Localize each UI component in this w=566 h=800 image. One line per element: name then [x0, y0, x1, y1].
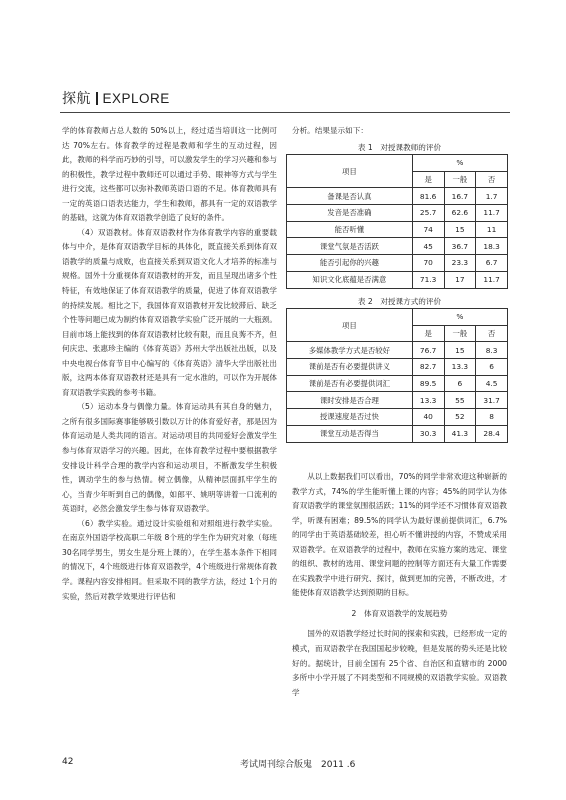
table-cell: 6: [444, 375, 476, 392]
table-row: [287, 255, 508, 272]
table-column-header: 是: [412, 171, 444, 188]
table-cell: 4.5: [476, 375, 508, 392]
table-cell: 76.7: [412, 342, 444, 359]
table-cell: 1.7: [476, 188, 508, 205]
table-row: [287, 425, 508, 442]
table-teacher-evaluation: [286, 154, 508, 289]
row-label: 发音是否准确: [287, 205, 413, 222]
table-cell: 74: [412, 221, 444, 238]
table-header-percent: %: [412, 155, 507, 172]
table-column-header: 否: [476, 171, 508, 188]
body-paragraph: （4）双语教材。体育双语教材作为体育教学内容的重要载体与中介，是体育双语教学目标的具体化，既直接关系到体育双语教学的质量与成败，也直接关系到双语文化人才培养的标准与规格。国外十分重视体育双语教材的开发，而且呈现出诸多个性特征，有效地保证了体育双语教学的质量，促进了体育双语教学的持续发展。相比之下，我国体育双语教材开发比较滞后、缺乏个性等问题已成为制约体育双语教学实验广泛开展的一大瓶颈。目前市场上能找到的体育双语教材比较有限，而且良莠不齐，但何庆忠、张惠珍主编的《体育英语》苏州大学出版社出版，以及中央电视台体育节目中心编写的《体育英语》清华大学出版社出版，这两本体育双语教材还是具有一定水准的，可以作为开展体育双语教学实践的参考书籍。: [62, 227, 277, 397]
row-label: 授课速度是否过快: [287, 409, 413, 426]
header-rule: [60, 112, 510, 113]
table-cell: 11.7: [476, 205, 508, 222]
table-cell: 6.7: [476, 255, 508, 272]
table-row: [287, 271, 508, 288]
table-cell: 89.5: [412, 375, 444, 392]
row-label: 课堂气氛是否活跃: [287, 238, 413, 255]
row-label: 备课是否认真: [287, 188, 413, 205]
table-row: [287, 188, 508, 205]
page-number: 42: [62, 757, 74, 767]
table-column-header: 否: [476, 325, 508, 342]
table2-caption: 表 2 对授课方式的评价: [357, 297, 442, 306]
table-cell: 13.3: [412, 392, 444, 409]
body-paragraph: （6）教学实验。通过设计实验组和对照组进行教学实验。在南京外国语学校高职二年级 8个班的学生作为研究对象（每班 30名同学男生，男女生是分班上课的），在学生基本条件下相同的情况下，4个班级进行体育双语教学，4个班级进行常规体育教学。课程内容安排相同。但采取不同的教学方法，经过 1个月的实验，然后对教学效果进行评估和: [62, 518, 277, 601]
table-cell: 18.3: [476, 238, 508, 255]
row-label: 课前是否有必要提供讲义: [287, 359, 413, 376]
table-cell: 82.7: [412, 359, 444, 376]
table-teaching-method-evaluation: [286, 308, 508, 443]
table-cell: 30.3: [412, 425, 444, 442]
table-cell: 15: [444, 221, 476, 238]
table-cell: 40: [412, 409, 444, 426]
table1-caption: 表 1 对授课教师的评价: [357, 143, 442, 152]
row-label: 能否听懂: [287, 221, 413, 238]
intro-text: 分析。结果显示如下：: [292, 126, 368, 135]
table-cell: 8: [476, 409, 508, 426]
row-label: 多媒体教学方式是否较好: [287, 342, 413, 359]
row-label: 课前是否有必要提供词汇: [287, 375, 413, 392]
table-cell: 23.3: [444, 255, 476, 272]
row-label: 能否引起你的兴趣: [287, 255, 413, 272]
table-cell: 8.3: [476, 342, 508, 359]
table-header-percent: %: [412, 309, 507, 326]
table-column-header: 是: [412, 325, 444, 342]
table-cell: 45: [412, 238, 444, 255]
section-header: [62, 88, 170, 108]
table-cell: 17: [444, 271, 476, 288]
table-cell: 25.7: [412, 205, 444, 222]
row-label: 课堂互动是否得当: [287, 425, 413, 442]
table-cell: 52: [444, 409, 476, 426]
body-paragraph: 学的体育教师占总人数的 50%以上，经过适当培训这一比例可达 70%左右。体育教学的过程是教师和学生的互动过程，因此，教师的科学而巧妙的引导，可以激发学生的学习兴趣和参与的积极性，教学过程中教师还可以通过手势、眼神等方式与学生进行交流，这些都可以弥补教师英语口语的不足。体育教师具有一定的英语口语表达能力，学生和教师，都具有一定的双语教学的基础，这就为体育双语教学创造了良好的条件。: [62, 126, 277, 223]
table-cell: 41.3: [444, 425, 476, 442]
right-column: [292, 470, 507, 700]
table-cell: 71.3: [412, 271, 444, 288]
table-cell: 55: [444, 392, 476, 409]
row-label: 课时安排是否合理: [287, 392, 413, 409]
table-cell: 62.6: [444, 205, 476, 222]
section-subheading: 2 体育双语教学的发展趋势: [351, 608, 448, 618]
body-paragraph: （5）运动本身与偶像力量。体育运动具有其自身的魅力，之所有很多国际赛事能够吸引数以万计的体育爱好者，那是因为体育运动是人类共同的语言。对运动项目的共同爱好会激发学生参与体育双语学习的兴趣。因此，在体育教学过程中要根据教学安排设计科学合理的教学内容和运动项目，不断激发学生积极性，调动学生的参与热情。树立偶像，从精神层面抓牢学生的心，当青少年听到自己的偶像，如郎平、姚明等讲着一口流利的英语时，必然会激发学生参与体育双语教学。: [62, 402, 277, 514]
table-row: [287, 342, 508, 359]
right-intro: [292, 124, 507, 139]
table-row: [287, 392, 508, 409]
table-cell: 31.7: [476, 392, 508, 409]
table-header-item: 项目: [287, 309, 413, 342]
table-cell: 28.4: [476, 425, 508, 442]
table-row: [287, 205, 508, 222]
table-row: [287, 409, 508, 426]
table-cell: 11: [476, 221, 508, 238]
section-title-en: EXPLORE: [102, 91, 170, 106]
header-divider: [96, 92, 98, 105]
table-cell: 70: [412, 255, 444, 272]
table-cell: 36.7: [444, 238, 476, 255]
left-column: [62, 124, 277, 604]
table-column-header: 一般: [444, 325, 476, 342]
table-cell: 16.7: [444, 188, 476, 205]
table-cell: 11.7: [476, 271, 508, 288]
table-row: [287, 375, 508, 392]
table-cell: 13.3: [444, 359, 476, 376]
table-cell: 6: [476, 359, 508, 376]
section-title-cn: 探航: [62, 91, 91, 107]
body-paragraph: 国外的双语教学经过长时间的探索和实践，已经形成一定的模式，而双语教学在我国国起步较晚，但是发展的势头还是比较好的。据统计，目前全国有 25个省、自治区和直辖市的 2000多所中小学开展了不同类型和不同规模的双语教学实验。双语教学: [292, 629, 507, 697]
table-row: [287, 238, 508, 255]
body-paragraph: 从以上数据我们可以看出，70%的同学非常欢迎这种崭新的教学方式，74%的学生能听懂上课的内容；45%的同学认为体育双语教学的课堂氛围很活跃；11%的同学还不习惯体育双语教学，听课有困难；89.5%的同学认为最好课前提供词汇，6.7%的同学由于英语基础较差，担心听不懂讲授的内容，不赞成采用双语教学。在双语教学的过程中，教师在实施方案的选定、课堂的组织、教材的选用、课堂问题的控制等方面还有大量工作需要在实践教学中进行研究、探讨，做到更加的完善，不断改进，才能使体育双语教学达到预期的目标。: [292, 472, 507, 598]
table-header-item: 项目: [287, 155, 413, 188]
table-column-header: 一般: [444, 171, 476, 188]
row-label: 知识文化底蕴是否满意: [287, 271, 413, 288]
table-row: [287, 359, 508, 376]
table-row: [287, 221, 508, 238]
journal-name: 考试周刊综合版鬼 2011 .6: [240, 760, 356, 770]
table-cell: 81.6: [412, 188, 444, 205]
table-cell: 15: [444, 342, 476, 359]
